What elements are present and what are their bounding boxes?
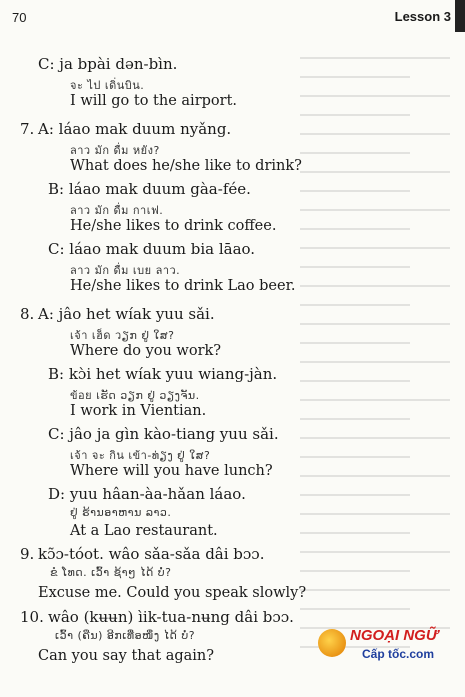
- lao-script-line: ลาว มัก ดื่ม กาเฟ.: [70, 204, 164, 217]
- english-translation-line: I work in Vientian.: [70, 403, 207, 419]
- lao-script-line: เจ้า จะ กิน เข้า-ທ່ຽງ ຢູ່ ໃສ?: [70, 449, 211, 462]
- exercise-number: 9.: [20, 545, 35, 563]
- exercise-number: 8.: [20, 305, 35, 323]
- watermark-logo-icon: [318, 629, 346, 657]
- lao-script-line: เจ้า เฮ็ด วຽກ ຢູ່ ໃສ?: [70, 329, 175, 342]
- english-translation-line: Where do you work?: [70, 343, 222, 359]
- english-translation-line: At a Lao restaurant.: [70, 523, 218, 539]
- romanized-line: A: jâo het wíak yuu sǎi.: [38, 305, 215, 323]
- lao-script-line: ลาว มัก ดื่ม หยัง?: [70, 144, 160, 157]
- lao-script-line: จะ ไป เดิ่นบิน.: [70, 79, 145, 92]
- romanized-line: B: kɔ̀i het wíak yuu wiang-jàn.: [48, 365, 278, 383]
- romanized-line: kɔ̃ɔ-tóot. wâo sǎa-sǎa dâi bɔɔ.: [38, 545, 265, 563]
- page-edge-strip: [455, 0, 465, 32]
- lao-script-line: ลาว มัก ดื่ม เบย ลาว.: [70, 264, 181, 277]
- english-translation-line: He/she likes to drink Lao beer.: [70, 278, 296, 294]
- exercise-number: 10.: [20, 608, 44, 626]
- exercise-number: 7.: [20, 120, 35, 138]
- english-translation-line: I will go to the airport.: [70, 93, 238, 109]
- english-translation-line: Where will you have lunch?: [70, 463, 273, 479]
- romanized-line: D: yuu hâan-àa-hǎan láao.: [48, 485, 246, 503]
- lao-script-line: ຢູ່ ຮ້ານອາຫານ ລາວ.: [70, 506, 172, 519]
- watermark-top-text: NGOẠI NGỮ: [350, 627, 438, 644]
- english-translation-line: Can you say that again?: [38, 648, 215, 664]
- page-header: [0, 0, 465, 32]
- watermark: [318, 625, 458, 675]
- english-translation-line: What does he/she like to drink?: [70, 158, 302, 174]
- romanized-line: C: ja bpài dən-bìn.: [38, 55, 178, 73]
- lesson-label: Lesson 3: [394, 9, 451, 24]
- english-translation-line: Excuse me. Could you speak slowly?: [38, 585, 307, 601]
- page-number: 70: [12, 10, 27, 25]
- bleed-through-text: [300, 40, 465, 697]
- romanized-line: A: láao mak duum nyǎng.: [38, 120, 232, 138]
- romanized-line: B: láao mak duum gàa-fée.: [48, 180, 251, 198]
- romanized-line: C: láao mak duum bia lāao.: [48, 240, 256, 258]
- lao-script-line: ຂໍ ໂທດ. ເວົ້າ ຊ້າໆ ໄດ້ ບໍ່?: [50, 566, 172, 579]
- english-translation-line: He/she likes to drink coffee.: [70, 218, 277, 234]
- romanized-line: C: jâo ja gìn kào-tiang yuu sǎi.: [48, 425, 279, 443]
- lao-script-line: ข้อย เຮັດ ວຽກ ຢູ່ ວຽງຈັນ.: [70, 389, 200, 402]
- romanized-line: wâo (kʉʉn) ìik-tua-nʉng dâi bɔɔ.: [48, 608, 294, 626]
- lao-script-line: ເວົ້າ (ຄືນ) ອີກເທື່ອໜຶ່ງ ໄດ້ ບໍ່?: [55, 629, 196, 642]
- watermark-bottom-text: Cấp tốc.com: [362, 647, 435, 661]
